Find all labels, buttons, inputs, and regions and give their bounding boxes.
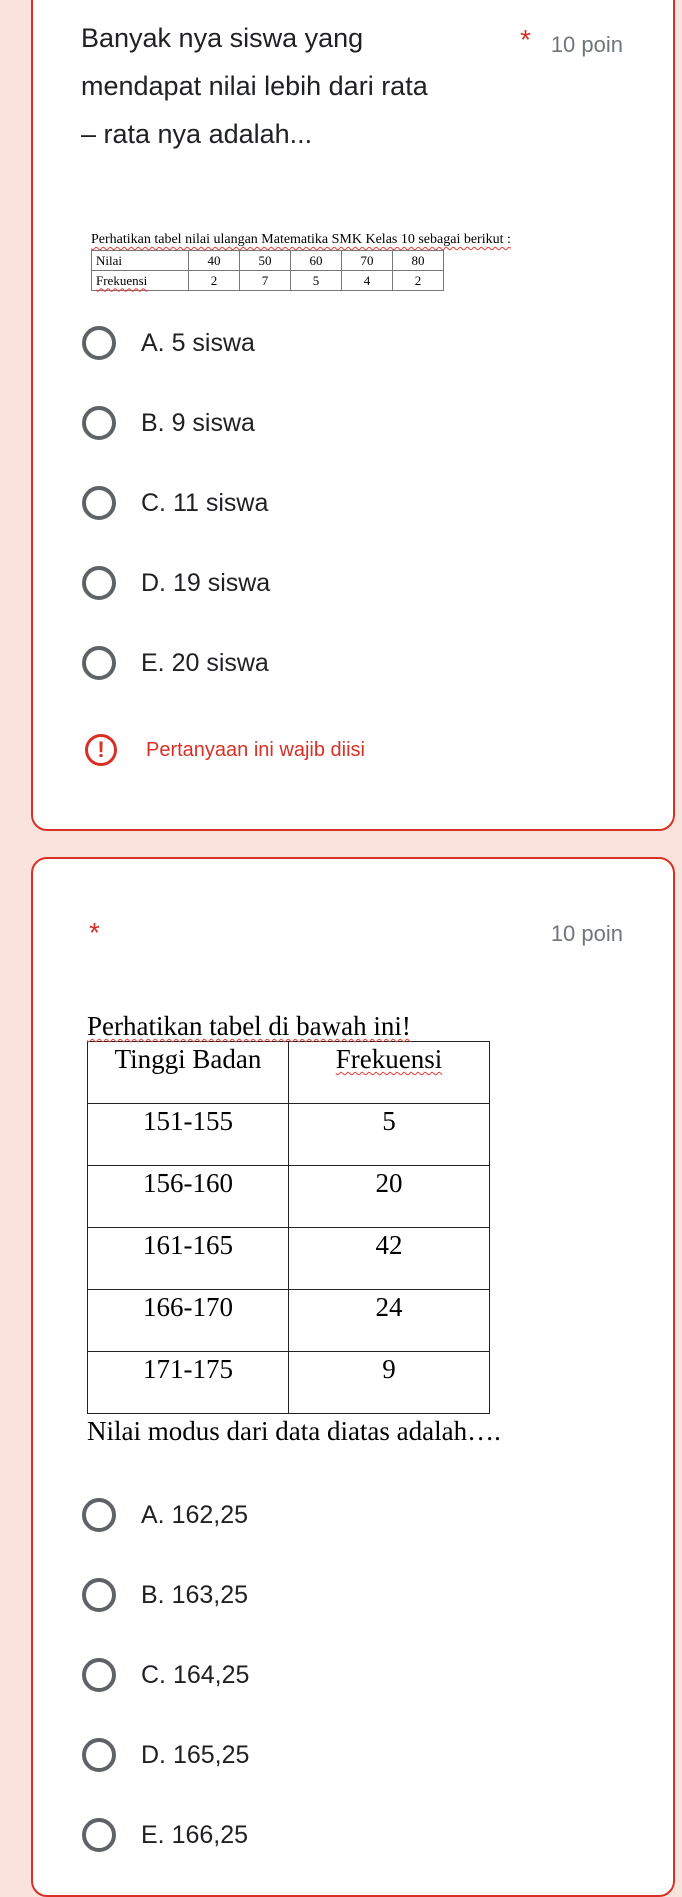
table-row: 166-170 24 xyxy=(88,1290,490,1352)
question-title-line-2: mendapat nilai lebih dari rata xyxy=(81,71,428,101)
question-title-line-3: – rata nya adalah... xyxy=(81,119,313,149)
required-star: * xyxy=(89,917,100,948)
image-caption: Perhatikan tabel di bawah ini! xyxy=(87,1011,411,1041)
image-footer: Nilai modus dari data diatas adalah…. xyxy=(87,1416,501,1446)
radio-button[interactable] xyxy=(82,406,116,440)
image-caption: Perhatikan tabel nilai ulangan Matematika SMK Kelas 10 sebagai berikut : xyxy=(91,232,511,247)
option-a[interactable]: A. 162,25 xyxy=(82,1495,248,1535)
tinggi-badan-table xyxy=(87,1041,490,1414)
radio-button[interactable] xyxy=(82,486,116,520)
question-title xyxy=(81,14,501,158)
question-image xyxy=(91,232,511,291)
question-title-line-1: Banyak nya siswa yang xyxy=(81,23,364,53)
radio-button[interactable] xyxy=(82,1738,116,1772)
required-star: * xyxy=(520,24,531,55)
option-d[interactable]: D. 19 siswa xyxy=(82,563,270,603)
table-row: 171-175 9 xyxy=(88,1352,490,1414)
option-d[interactable]: D. 165,25 xyxy=(82,1735,249,1775)
radio-button[interactable] xyxy=(82,1578,116,1612)
option-b[interactable]: B. 9 siswa xyxy=(82,403,255,443)
question-card-1 xyxy=(31,0,675,831)
radio-button[interactable] xyxy=(82,1498,116,1532)
table-row: Nilai 40 50 60 70 80 xyxy=(92,251,444,271)
option-c[interactable]: C. 11 siswa xyxy=(82,483,268,523)
radio-button[interactable] xyxy=(82,1818,116,1852)
table-row: 156-160 20 xyxy=(88,1166,490,1228)
table-header-row: Tinggi Badan Frekuensi xyxy=(88,1042,490,1104)
question-image xyxy=(87,1011,501,1448)
points-label: 10 poin xyxy=(550,32,623,57)
radio-button[interactable] xyxy=(82,566,116,600)
required-error xyxy=(85,734,365,766)
question-card-2 xyxy=(31,857,675,1897)
option-e[interactable]: E. 20 siswa xyxy=(82,643,269,683)
exclamation-circle-icon: ! xyxy=(85,734,117,766)
points-label: 10 poin xyxy=(550,921,623,946)
radio-button[interactable] xyxy=(82,646,116,680)
option-c[interactable]: C. 164,25 xyxy=(82,1655,249,1695)
table-row: Frekuensi 2 7 5 4 2 xyxy=(92,271,444,291)
table-row: 161-165 42 xyxy=(88,1228,490,1290)
nilai-table xyxy=(91,250,444,291)
radio-button[interactable] xyxy=(82,1658,116,1692)
radio-button[interactable] xyxy=(82,326,116,360)
error-message: Pertanyaan ini wajib diisi xyxy=(146,738,366,761)
option-b[interactable]: B. 163,25 xyxy=(82,1575,248,1615)
table-row: 151-155 5 xyxy=(88,1104,490,1166)
option-a[interactable]: A. 5 siswa xyxy=(82,323,255,363)
option-e[interactable]: E. 166,25 xyxy=(82,1815,248,1855)
